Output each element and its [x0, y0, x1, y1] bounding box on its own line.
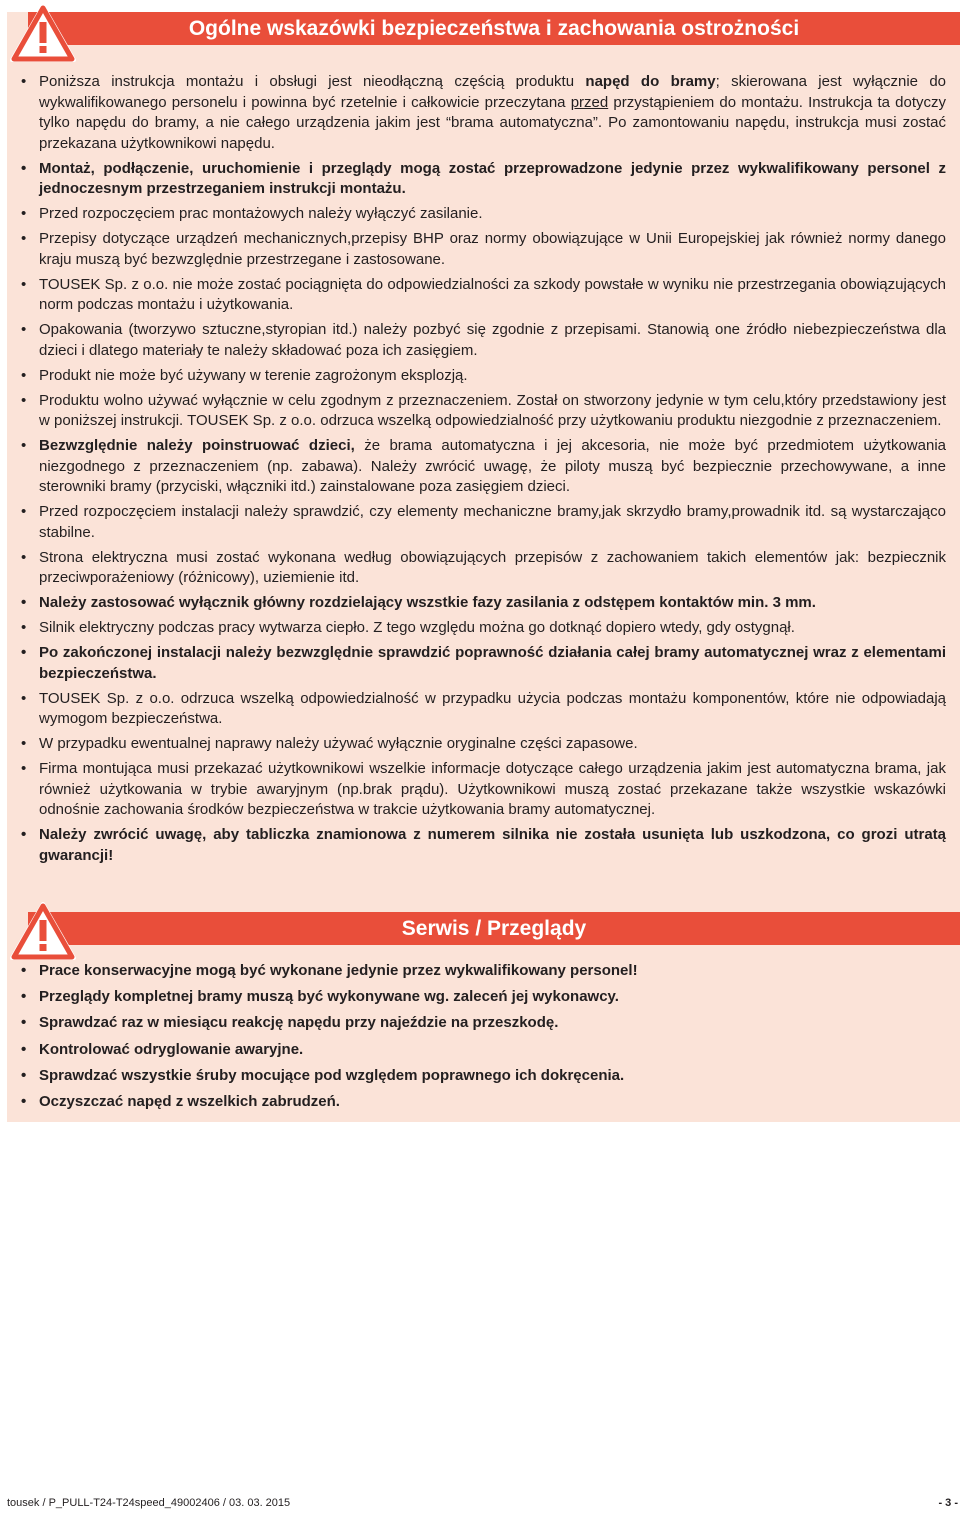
- list-item: • Oczyszczać napęd z wszelkich zabrudzeń.: [20, 1092, 946, 1113]
- section-title-service: [28, 912, 960, 945]
- list-item: • Należy zastosować wyłącznik główny rozdzielający wszstkie fazy zasilania z odstępem kontaktów min. 3 mm.: [20, 593, 946, 614]
- page-footer: [7, 1497, 960, 1511]
- list-item: • Przed rozpoczęciem prac montażowych należy wyłączyć zasilanie.: [20, 204, 946, 225]
- warning-triangle-icon: [10, 902, 76, 960]
- list-item: • Przed rozpoczęciem instalacji należy sprawdzić, czy elementy mechaniczne bramy,jak skrzydło bramy,prowadnik itd. są wystarczająco stabilne.: [20, 502, 946, 543]
- list-item: • Po zakończonej instalacji należy bezwzględnie sprawdzić poprawność działania całej bramy automatycznej wraz z elementami bezpieczeństwa.: [20, 643, 946, 684]
- list-item: • Przepisy dotyczące urządzeń mechanicznych,przepisy BHP oraz normy obowiązujące w Unii Europejskiej jak również normy danego kraju muszą być bezwzględnie przestrzegane i zastosowane.: [20, 229, 946, 270]
- section-title-service-text: Serwis / Przeglądy: [401, 916, 587, 940]
- footer-doc-info: tousek / P_PULL-T24-T24speed_49002406 / 03. 03. 2015: [7, 1497, 291, 1509]
- list-item: • Kontrolować odryglowanie awaryjne.: [20, 1040, 946, 1061]
- safety-list: [20, 72, 946, 871]
- list-item: • Produktu wolno używać wyłącznie w celu zgodnym z przeznaczeniem. Został on stworzony jedynie w tym celu,który przedstawiony jest w poniższej instrukcji. TOUSEK Sp. z o.o. odrzuca wszelką odpowiedzialność przy użytkowaniu produktu niezgodnie z przeznaczeniem.: [20, 391, 946, 432]
- list-item: • Silnik elektryczny podczas pracy wytwarza ciepło. Z tego względu można go dotknąć dopiero wtedy, gdy ostygnął.: [20, 618, 946, 639]
- list-item: • Sprawdzać raz w miesiącu reakcję napędu przy najeździe na przeszkodę.: [20, 1013, 946, 1034]
- warning-triangle-icon: [10, 4, 76, 62]
- list-item: • W przypadku ewentualnej naprawy należy używać wyłącznie oryginalne części zapasowe.: [20, 734, 946, 755]
- page-number: - 3 -: [938, 1497, 958, 1509]
- list-item: • TOUSEK Sp. z o.o. nie może zostać pociągnięta do odpowiedzialności za szkody powstałe w wyniku nie przestrzegania obowiązujących norm podczas montażu i użytkowania.: [20, 275, 946, 316]
- list-item: • TOUSEK Sp. z o.o. odrzuca wszelką odpowiedzialność w przypadku użycia podczas montażu komponentów, które nie odpowiadają wymogom bezpieczeństwa.: [20, 689, 946, 730]
- list-item: • Montaż, podłączenie, uruchomienie i przeglądy mogą zostać przeprowadzone jedynie przez wykwalifikowany personel z jednoczesnym przestrzeganiem instrukcji montażu.: [20, 159, 946, 200]
- list-item: • Prace konserwacyjne mogą być wykonane jedynie przez wykwalifikowany personel!: [20, 961, 946, 982]
- service-list: [20, 961, 946, 1118]
- list-item: • Poniższa instrukcja montażu i obsługi jest nieodłączną częścią produktu napęd do bramy; skierowana jest wyłącznie do wykwalifikowanego personelu i powinna być rzetelnie i całkowicie przeczytana przed przystąpieniem do montażu. Instrukcja ta dotyczy tylko napędu do bramy, a nie całego urządzenia jakim jest “brama automatyczna”. Po zamontowaniu napędu, instrukcja musi zostać przekazana użytkownikowi napędu.: [20, 72, 946, 154]
- list-item: • Firma montująca musi przekazać użytkownikowi wszelkie informacje dotyczące całego urządzenia jakim jest automatyczna brama, jak również użytkowania w trybie awaryjnym (np.brak prądu). Użytkownikowi muszą zostać przekazane także wszystkie wskazówki odnośnie zachowania środków bezpieczeństwa w trakcie użytkowania bramy automatycznej.: [20, 759, 946, 821]
- section-title-safety-text: Ogólne wskazówki bezpieczeństwa i zachowania ostrożności: [188, 16, 800, 40]
- section-title-safety: [28, 12, 960, 45]
- list-item: • Produkt nie może być używany w terenie zagrożonym eksplozją.: [20, 366, 946, 387]
- list-item: • Sprawdzać wszystkie śruby mocujące pod względem poprawnego ich dokręcenia.: [20, 1066, 946, 1087]
- list-item: • Opakowania (tworzywo sztuczne,styropian itd.) należy pozbyć się zgodnie z przepisami. Stanowią one źródło niebezpieczeństwa dla dzieci i dlatego materiały te należy składować poza ich zasięgiem.: [20, 320, 946, 361]
- list-item: • Strona elektryczna musi zostać wykonana według obowiązujących przepisów z zachowaniem takich elementów jak: bezpiecznik przeciwporażeniowy (różnicowy), uziemienie itd.: [20, 548, 946, 589]
- list-item: • Przeglądy kompletnej bramy muszą być wykonywane wg. zaleceń jej wykonawcy.: [20, 987, 946, 1008]
- list-item: • Należy zwrócić uwagę, aby tabliczka znamionowa z numerem silnika nie została usunięta lub uszkodzona, co grozi utratą gwarancji!: [20, 825, 946, 866]
- list-item: • Bezwzględnie należy poinstruować dzieci, że brama automatyczna i jej akcesoria, nie może być przedmiotem użytkowania niezgodnego z przeznaczeniem (np. zabawa). Należy zwrócić uwagę, że piloty muszą być bezpiecznie przechowywane, a inne sterowniki bramy (przyciski, włączniki itd.) zainstalowane poza zasięgiem dzieci.: [20, 436, 946, 498]
